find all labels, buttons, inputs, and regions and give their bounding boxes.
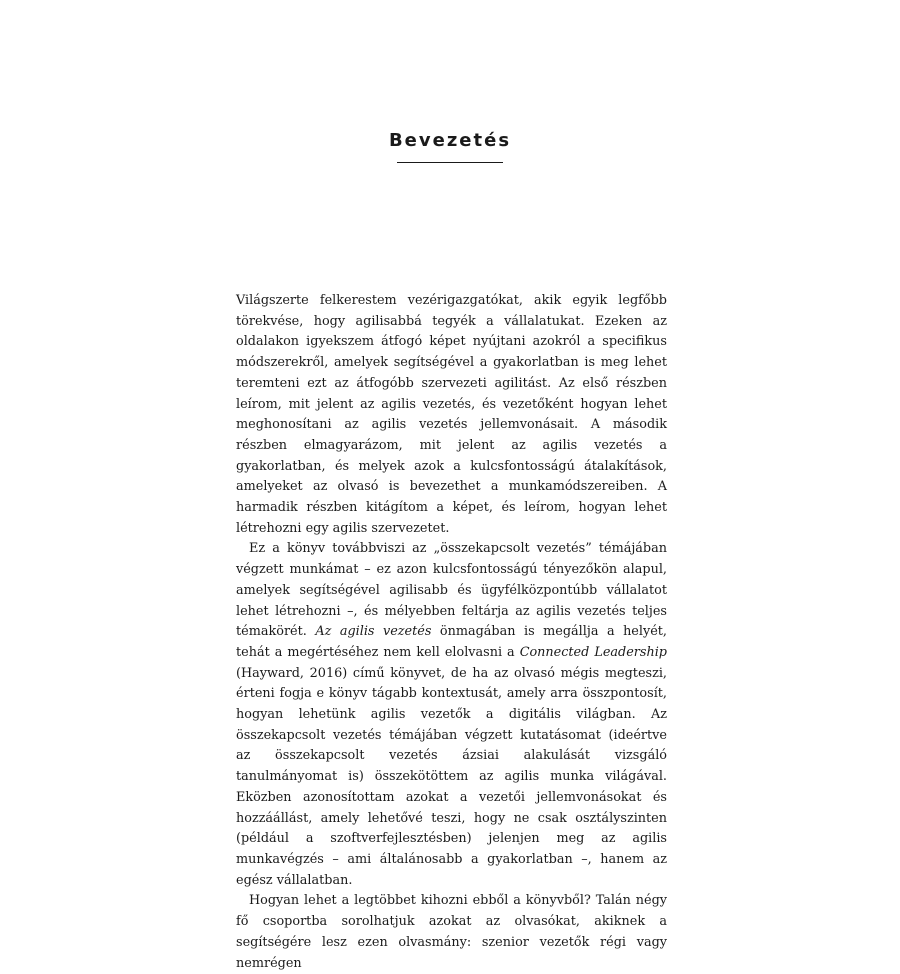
book-title-italic: Az agilis vezetés: [315, 624, 432, 640]
text-segment: Világszerte felkerestem vezérigazgatókat, akik egyik legfőbb törekvése, hogy agilisabbá tegyék a vállalatukat. Ezeken az oldalakon igyekszem átfogó képet nyújtani azokról a specifikus módszerekről, amelyek segítségével a gyakorlatban is meg lehet teremteni ezt az átfogóbb szervezeti agilitást. Az első részben leírom, mit jelent az agilis vezetés, és vezetőként hogyan lehet meghonosítani az agilis vezetés jellemvonásait. A második részben elmagyarázom, mit jelent az agilis vezetés a gyakorlatban, és melyek azok a kulcsfontosságú átalakítások, amelyeket az olvasó is bevezethet a munkamódszereiben. A harmadik részben kitágítom a képet, és leírom, hogyan lehet létrehozni egy agilis szervezetet.: [236, 293, 667, 536]
text-segment: önmagában is megállja a helyét, tehát a megértéséhez nem kell elolvasni a: [236, 624, 667, 660]
paragraph-2: [236, 539, 667, 891]
paragraph-3: [236, 891, 667, 974]
title-underline: [397, 162, 503, 163]
cited-book-title-italic: Connected Leadership: [519, 644, 667, 660]
body-text: [236, 291, 667, 974]
text-segment: Ez a könyv továbbviszi az „összekapcsolt vezetés” témájában végzett munkámat – ez azon kulcsfontosságú tényezőkön alapul, amelyek segítségével agilisabb és ügyfélközpontúbb vállalatot lehet létrehozni –, és mélyebben feltárja az agilis vezetés teljes témakörét.: [236, 541, 667, 640]
text-segment: (Hayward, 2016) című könyvet, de ha az olvasó mégis megteszi, érteni fogja e könyv tágabb kontextusát, amely arra összpontosít, hogyan lehetünk agilis vezetők a digitális világban. Az összekapcsolt vezetés témájában végzett kutatásomat (ideértve az összekapcsolt vezetés ázsiai alakulását vizsgáló tanulmányomat is) összekötöttem az agilis munka világával. Eközben azonosítottam azokat a vezetői jellemvonásokat és hozzáállást, amely lehetővé teszi, hogy ne csak osztályszinten (például a szoftverfejlesztésben) jelenjen meg az agilis munkavégzés – ami általánosabb a gyakorlatban –, hanem az egész vállalatban.: [236, 665, 667, 888]
paragraph-1: [236, 291, 667, 539]
text-segment: Hogyan lehet a legtöbbet kihozni ebből a könyvből? Talán négy fő csoportba sorolhatjuk azokat az olvasókat, akiknek a segítségére lesz ezen olvasmány: szenior vezetők régi vagy nemrégen: [236, 893, 667, 971]
chapter-title: Bevezetés: [388, 130, 512, 151]
